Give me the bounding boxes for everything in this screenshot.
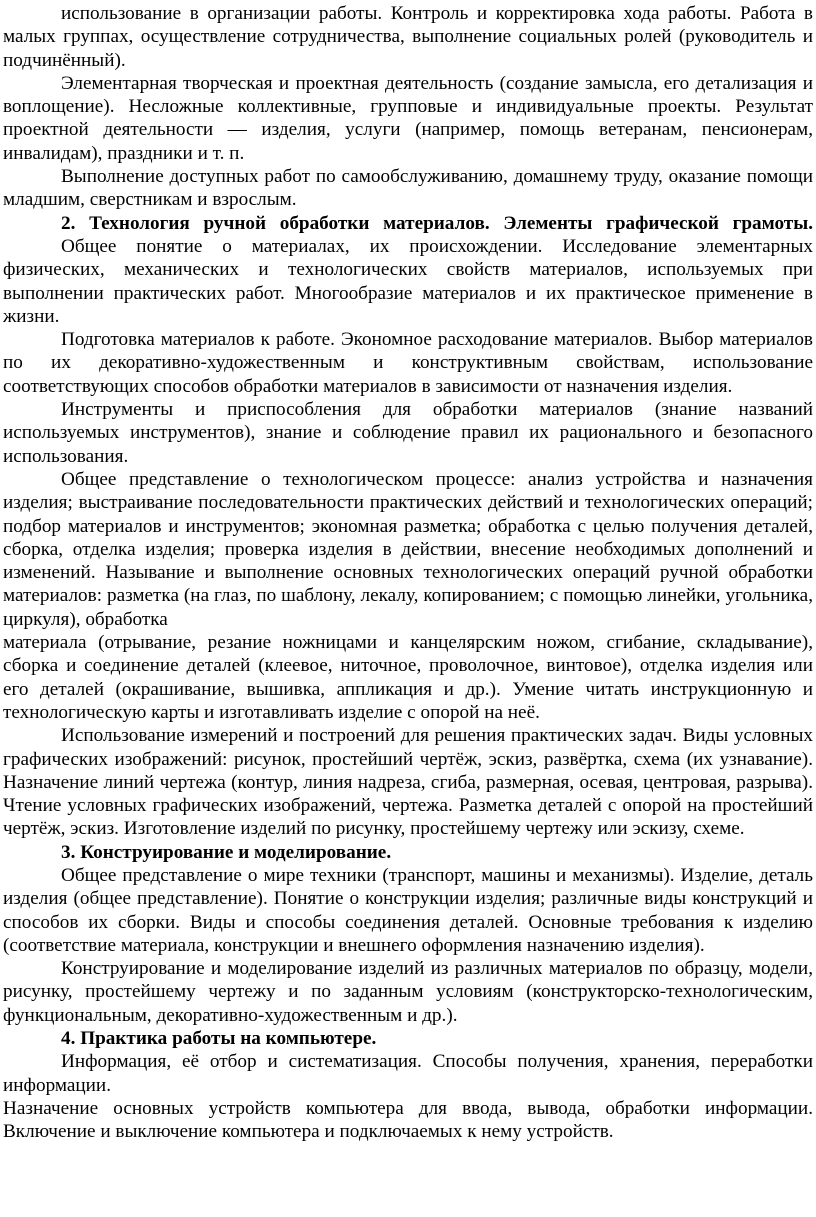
paragraph-world-of-technology: Общее представление о мире техники (транспорт, машины и механизмы). Изделие, деталь изделия (общее представление). Понятие о конструкции изделия; различные виды конструкций и способов их сборки. Виды и способы соединения деталей. Основные требования к изделию (соответствие материала, конструкции и внешнего оформления назначению изделия). bbox=[3, 864, 813, 956]
paragraph-technological-process: Общее представление о технологическом процессе: анализ устройства и назначения изделия; выстраивание последовательности практических действий и технологических операций; подбор материалов и инструментов; экономная разметка; обработка с целью получения деталей, сборка, отделка изделия; проверка изделия в действии, внесение необходимых дополнений и изменений. Называние и выполнение основных технологических операций ручной обработки материалов: разметка (на глаз, по шаблону, лекалу, копированием; с помощью линейки, угольника, циркуля), обработка bbox=[3, 468, 813, 630]
section-heading-2: 2. Технология ручной обработки материалов. Элементы графической грамоты. bbox=[61, 212, 813, 234]
paragraph-materials-preparation: Подготовка материалов к работе. Экономное расходование материалов. Выбор материалов по их декоративно-художественным и конструктивным свойствам, использование соответствующих способов обработки материалов в зависимости от назначения изделия. bbox=[3, 329, 813, 397]
paragraph-graphic-images: Использование измерений и построений для решения практических задач. Виды условных графических изображений: рисунок, простейший чертёж, эскиз, развёртка, схема (их узнавание). Назначение линий чертежа (контур, линия надреза, сгиба, размерная, осевая, центровая, разрыва). Чтение условных графических изображений, чертежа. Разметка деталей с опорой на простейший чертёж, эскиз. Изготовление изделий по рисунку, простейшему чертежу или эскизу, схеме. bbox=[3, 725, 813, 840]
paragraph-material-processing: материала (отрывание, резание ножницами и канцелярским ножом, сгибание, складывание), сборка и соединение деталей (клеевое, ниточное, проволочное, винтовое), отделка изделия или его деталей (окрашивание, вышивка, аппликация и др.). Умение читать инструкционную и технологическую карты и изготавливать изделие с опорой на неё. bbox=[3, 632, 813, 723]
paragraph-materials-concept: Общее понятие о материалах, их происхождении. Исследование элементарных физических, механических и технологических свойств материалов, используемых при выполнении практических работ. Многообразие материалов и их практическое применение в жизни. bbox=[3, 235, 813, 327]
paragraph-self-service: Выполнение доступных работ по самообслуживанию, домашнему труду, оказание помощи младшим, сверстникам и взрослым. bbox=[3, 166, 813, 211]
paragraph-computer-devices: Назначение основных устройств компьютера для ввода, вывода, обработки информации. Включение и выключение компьютера и подключаемых к нему устройств. bbox=[3, 1097, 813, 1143]
paragraph-construction-modeling: Конструирование и моделирование изделий из различных материалов по образцу, модели, рисунку, простейшему чертежу и по заданным условиям (конструкторско-технологическим, функциональным, декоративно-художественным и др.). bbox=[3, 958, 813, 1026]
paragraph-information: Информация, её отбор и систематизация. Способы получения, хранения, переработки информации. bbox=[3, 1051, 813, 1096]
paragraph-continuation: использование в организации работы. Контроль и корректировка хода работы. Работа в малых группах, осуществление сотрудничества, выполнение социальных ролей (руководитель и подчинённый). bbox=[3, 3, 813, 71]
paragraph-tools: Инструменты и приспособления для обработки материалов (знание названий используемых инструментов), знание и соблюдение правил их рационального и безопасного использования. bbox=[3, 399, 813, 467]
section-heading-3: 3. Конструирование и моделирование. bbox=[61, 841, 392, 863]
paragraph-project-activity: Элементарная творческая и проектная деятельность (создание замысла, его детализация и воплощение). Несложные коллективные, групповые и индивидуальные проекты. Результат проектной деятельности — изделия, услуги (например, помощь ветеранам, пенсионерам, инвалидам), праздники и т. п. bbox=[3, 72, 813, 164]
section-heading-4: 4. Практика работы на компьютере. bbox=[61, 1028, 377, 1050]
